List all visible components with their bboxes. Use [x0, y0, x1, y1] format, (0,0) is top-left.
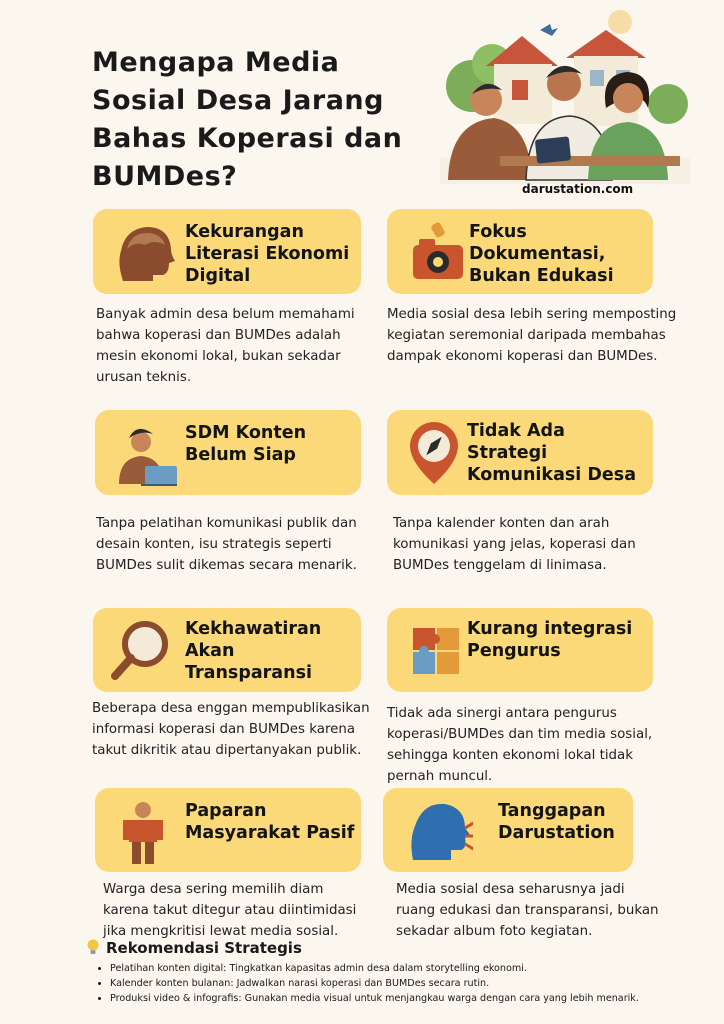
card-dokumentasi — [387, 209, 653, 294]
card-description: Tanpa kalender konten dan arah komunikasi yang jelas, koperasi dan BUMDes tenggelam di linimasa. — [393, 516, 636, 573]
magnifier-icon — [105, 618, 175, 684]
card-description: Media sosial desa seharusnya jadi ruang edukasi dan transparansi, bukan sekadar album foto kegiatan. — [396, 882, 659, 939]
card-tanggapan — [383, 788, 633, 872]
card-literasi — [93, 209, 361, 294]
card-heading: Tidak Ada Strategi Komunikasi Desa — [467, 421, 637, 485]
recommendation-title — [86, 939, 302, 957]
card-heading: Tanggapan Darustation — [498, 801, 615, 843]
card-strategi — [387, 410, 653, 495]
card-description: Tidak ada sinergi antara pengurus koperasi/BUMDes dan tim media sosial, sehingga konten ekonomi lokal tidak pernah muncul. — [387, 706, 653, 784]
card-description: Tanpa pelatihan komunikasi publik dan desain konten, isu strategis seperti BUMDes sulit dikemas secara menarik. — [96, 516, 357, 573]
card-description: Warga desa sering memilih diam karena takut ditegur atau diintimidasi jika mengkritisi lewat media sosial. — [103, 882, 357, 939]
recommendation-item: • Pelatihan konten digital: Tingkatkan kapasitas admin desa dalam storytelling ekonomi. — [110, 961, 724, 976]
card-paparan — [95, 788, 361, 872]
recommendation-list — [96, 961, 724, 1006]
compass-pin-icon — [399, 420, 469, 486]
standing-person-icon — [107, 798, 177, 864]
card-description: Media sosial desa lebih sering memposting kegiatan seremonial daripada membahas dampak ekonomi koperasi dan BUMDes. — [387, 307, 677, 364]
head-profile-icon — [105, 219, 175, 285]
card-heading: SDM Konten Belum Siap — [185, 423, 307, 465]
card-heading: Paparan Masyarakat Pasif — [185, 801, 355, 843]
lightbulb-icon — [86, 939, 100, 955]
recommendation-title-text: Rekomendasi Strategis — [106, 939, 302, 957]
village-people-illustration — [440, 8, 690, 184]
card-heading: Fokus Dokumentasi, Bukan Edukasi — [469, 222, 614, 286]
card-description: Beberapa desa enggan mempublikasikan informasi koperasi dan BUMDes karena takut dikritik atau dipertanyakan publik. — [92, 701, 370, 758]
camera-icon — [399, 219, 469, 285]
card-heading: Kekhawatiran Akan Transparansi — [185, 619, 322, 683]
card-description: Banyak admin desa belum memahami bahwa koperasi dan BUMDes adalah mesin ekonomi lokal, bukan sekadar urusan teknis. — [96, 307, 355, 385]
puzzle-icon — [399, 618, 469, 684]
card-sdm — [95, 410, 361, 495]
website-url: darustation.com — [522, 182, 634, 196]
card-integrasi — [387, 608, 653, 692]
page-title: Mengapa Media Sosial Desa Jarang Bahas Koperasi dan BUMDes? — [92, 47, 403, 192]
card-heading: Kekurangan Literasi Ekonomi Digital — [185, 222, 350, 286]
card-heading: Kurang integrasi Pengurus — [467, 619, 633, 661]
card-transparansi — [93, 608, 361, 692]
person-laptop-icon — [107, 420, 177, 486]
recommendation-item: • Kalender konten bulanan: Jadwalkan narasi koperasi dan BUMDes secara rutin. — [110, 976, 724, 991]
speaking-head-icon — [403, 798, 473, 864]
recommendation-item: • Produksi video & infografis: Gunakan media visual untuk menjangkau warga dengan cara yang lebih menarik. — [110, 991, 724, 1006]
